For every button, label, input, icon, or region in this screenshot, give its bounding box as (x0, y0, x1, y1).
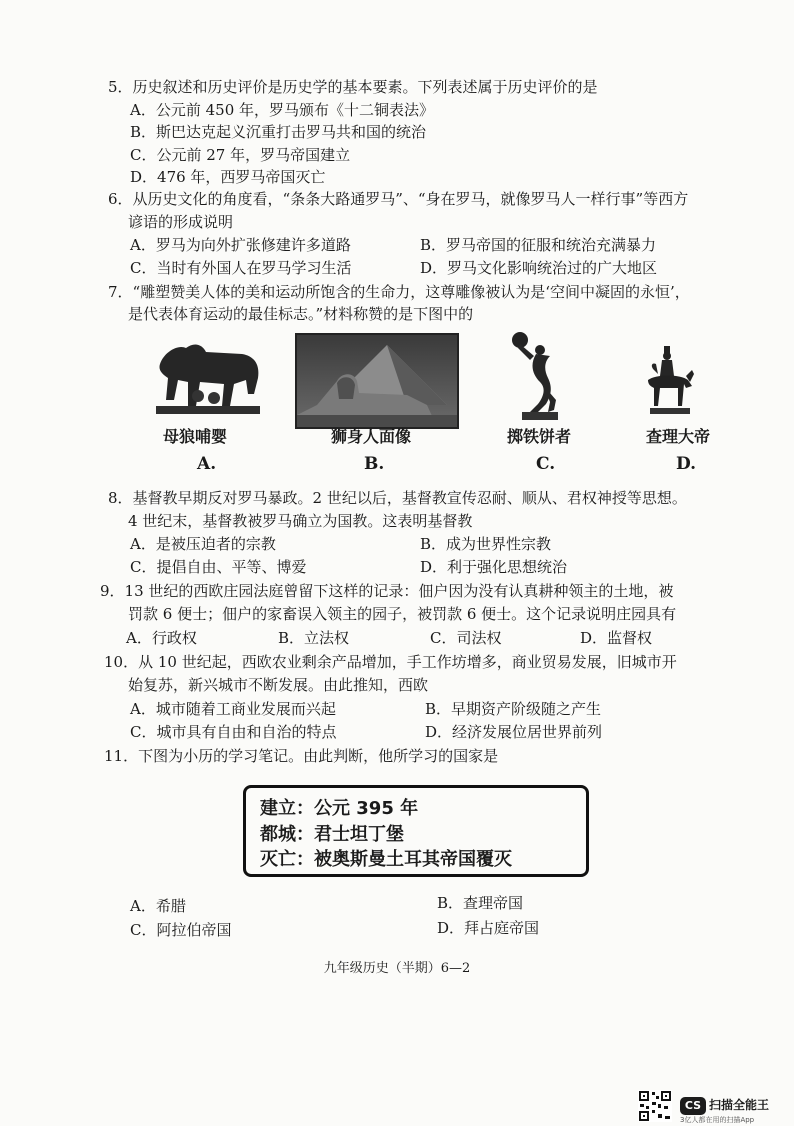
q5-option-a: A．公元前 450 年，罗马颁布《十二铜表法》 (130, 101, 435, 119)
q9-option-c: C．司法权 (430, 629, 502, 647)
q9-option-a: A．行政权 (126, 629, 197, 647)
image-d-caption: 查理大帝 (646, 427, 711, 446)
image-a-letter: A. (197, 454, 217, 474)
note-capital: 都城：君士坦丁堡 (260, 824, 404, 845)
q11-option-a: A．希腊 (130, 897, 186, 915)
q8-option-d: D．利于强化思想统治 (420, 558, 568, 576)
q6-option-d: D．罗马文化影响统治过的广大地区 (420, 259, 658, 277)
q10-stem-line-2: 始复苏，新兴城市不断发展。由此推知，西欧 (128, 676, 429, 694)
page-footer: 九年级历史（半期）6—2 (323, 961, 471, 976)
q8-stem-line-2: 4 世纪末，基督教被罗马确立为国教。这表明基督教 (128, 512, 473, 530)
image-c-caption: 掷铁饼者 (507, 427, 572, 446)
q11-option-d: D．拜占庭帝国 (437, 919, 540, 937)
q10-option-c: C．城市具有自由和自治的特点 (130, 723, 337, 741)
q11-option-c: C．阿拉伯帝国 (130, 921, 232, 939)
image-b-caption: 狮身人面像 (331, 427, 412, 446)
image-c-letter: C. (536, 454, 556, 474)
scanner-brand: 扫描全能王 (709, 1098, 770, 1112)
q8-option-a: A．是被压迫者的宗教 (130, 535, 276, 553)
image-d-letter: D. (676, 454, 697, 474)
q5-option-c: C．公元前 27 年，罗马帝国建立 (130, 146, 351, 164)
q6-option-a: A．罗马为向外扩张修建许多道路 (130, 236, 351, 254)
q9-stem-line-2: 罚款 6 便士；佃户的家畜误入领主的园子，被罚款 6 便士。这个记录说明庄园具有 (128, 605, 677, 623)
q10-stem-line-1: 10．从 10 世纪起，西欧农业剩余产品增加，手工作坊增多，商业贸易发展，旧城市开 (104, 653, 677, 671)
note-fall: 灭亡：被奥斯曼土耳其帝国覆灭 (260, 849, 512, 870)
q5-option-d: D．476 年，西罗马帝国灭亡 (130, 168, 326, 186)
study-note-box (243, 785, 589, 877)
q11-stem: 11．下图为小历的学习笔记。由此判断，他所学习的国家是 (104, 747, 499, 765)
sphinx-image (295, 333, 459, 429)
q8-option-b: B．成为世界性宗教 (420, 535, 552, 553)
scanner-tagline: 3亿人都在用的扫描App (680, 1116, 755, 1124)
q9-option-d: D．监督权 (580, 629, 653, 647)
q10-option-d: D．经济发展位居世界前列 (425, 723, 603, 741)
q10-option-b: B．早期资产阶级随之产生 (425, 700, 602, 718)
q9-stem-line-1: 9．13 世纪的西欧庄园法庭曾留下这样的记录：佃户因为没有认真耕种领主的土地，被 (100, 582, 674, 600)
q6-option-b: B．罗马帝国的征服和统治充满暴力 (420, 236, 657, 254)
q11-option-b: B．查理帝国 (437, 894, 524, 912)
q6-option-c: C．当时有外国人在罗马学习生活 (130, 259, 352, 277)
q6-stem-line-2: 谚语的形成说明 (128, 213, 234, 231)
q5-option-b: B．斯巴达克起义沉重打击罗马共和国的统治 (130, 123, 427, 141)
discobolus-image (500, 330, 570, 422)
scanner-logo-icon: CS (680, 1097, 706, 1115)
q7-stem-line-1: 7．“雕塑赞美人体的美和运动所饱含的生命力，这尊雕像被认为是‘空间中凝固的永恒’， (108, 283, 690, 301)
q10-option-a: A．城市随着工商业发展而兴起 (130, 700, 336, 718)
qr-code-icon (638, 1090, 674, 1126)
q7-stem-line-2: 是代表体育运动的最佳标志。”材料称赞的是下图中的 (128, 305, 474, 323)
q8-option-c: C．提倡自由、平等、博爱 (130, 558, 307, 576)
image-a-caption: 母狼哺婴 (163, 427, 228, 446)
q9-option-b: B．立法权 (278, 629, 350, 647)
image-b-letter: B. (364, 454, 385, 474)
charlemagne-image (640, 340, 700, 422)
q5-stem: 5．历史叙述和历史评价是历史学的基本要素。下列表述属于历史评价的是 (108, 78, 598, 96)
q8-stem-line-1: 8．基督教早期反对罗马暴政。2 世纪以后，基督教宣传忍耐、顺从、君权神授等思想。 (108, 489, 687, 507)
q6-stem-line-1: 6．从历史文化的角度看，“条条大路通罗马”、“身在罗马，就像罗马人一样行事”等西方 (108, 190, 689, 208)
she-wolf-image (150, 334, 266, 420)
note-founded: 建立：公元 395 年 (260, 798, 419, 819)
